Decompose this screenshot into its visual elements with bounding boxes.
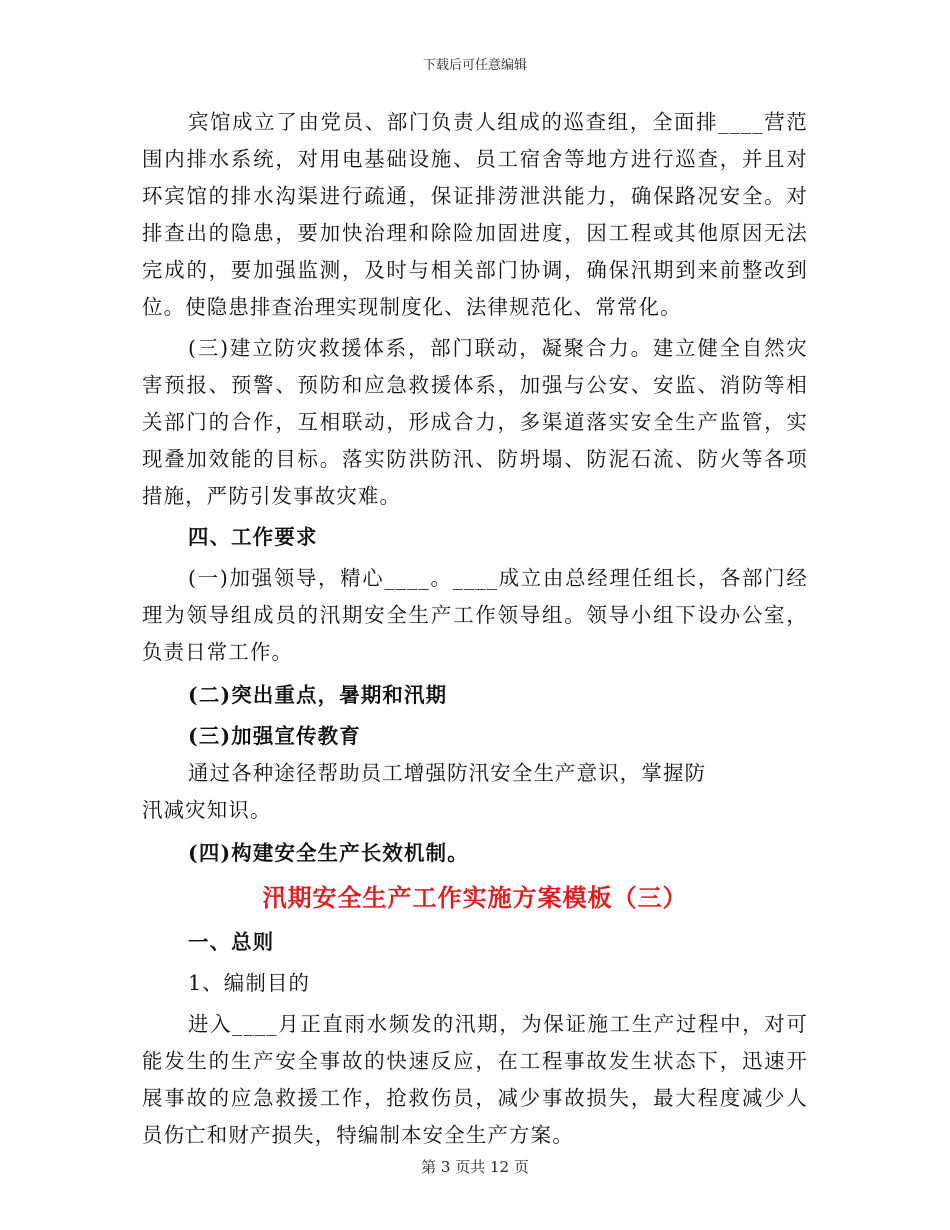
paragraph-promotion-line2: 汛减灾知识。: [142, 798, 272, 822]
paragraph-purpose: 进入____月正直雨水频发的汛期，为保证施工生产过程中，对可能发生的生产安全事故的快速反应，在工程事故发生状态下，迅速开展事故的应急救援工作，抢救伤员，减少事故损失，最大程度减少人员伤亡和财产损失，特编制本安全生产方案。: [142, 1012, 808, 1147]
document-body: [142, 104, 808, 1154]
page-header: 下载后可任意编辑: [422, 58, 527, 73]
heading-work-requirements: 四、工作要求: [188, 525, 318, 549]
page-footer: 第 3 页共 12 页: [421, 1158, 529, 1176]
heading-purpose: 1、编制目的: [188, 971, 311, 995]
paragraph-rescue-system: (三)建立防灾救援体系，部门联动，凝聚合力。建立健全自然灾害预报、预警、预防和应急救援体系，加强与公安、安监、消防等相关部门的合作，互相联动，形成合力，多渠道落实安全生产监管，实现叠加效能的目标。落实防洪防汛、防坍塌、防泥石流、防火等各项措施，严防引发事故灾难。: [142, 336, 808, 508]
heading-general: 一、总则: [188, 930, 275, 954]
paragraph-promotion-line1: 通过各种途径帮助员工增强防汛安全生产意识，掌握防: [188, 761, 707, 785]
paragraph-leadership: (一)加强领导，精心____。____成立由总经理任组长，各部门经理为领导组成员的汛期安全生产工作领导组。领导小组下设办公室，负责日常工作。: [142, 566, 808, 664]
heading-focus: (二)突出重点，暑期和汛期: [188, 683, 448, 707]
document-title: 汛期安全生产工作实施方案模板（三）: [262, 883, 688, 912]
heading-mechanism: (四)构建安全生产长效机制。: [188, 841, 469, 865]
paragraph-inspection: 宾馆成立了由党员、部门负责人组成的巡查组，全面排____营范围内排水系统，对用电基础设施、员工宿舍等地方进行巡查，并且对环宾馆的排水沟渠进行疏通，保证排涝泄洪能力，确保路况安全。对排查出的隐患，要加快治理和除险加固进度，因工程或其他原因无法完成的，要加强监测，及时与相关部门协调，确保汛期到来前整改到位。使隐患排查治理实现制度化、法律规范化、常常化。: [142, 110, 808, 319]
heading-promotion: (三)加强宣传教育: [188, 724, 361, 748]
